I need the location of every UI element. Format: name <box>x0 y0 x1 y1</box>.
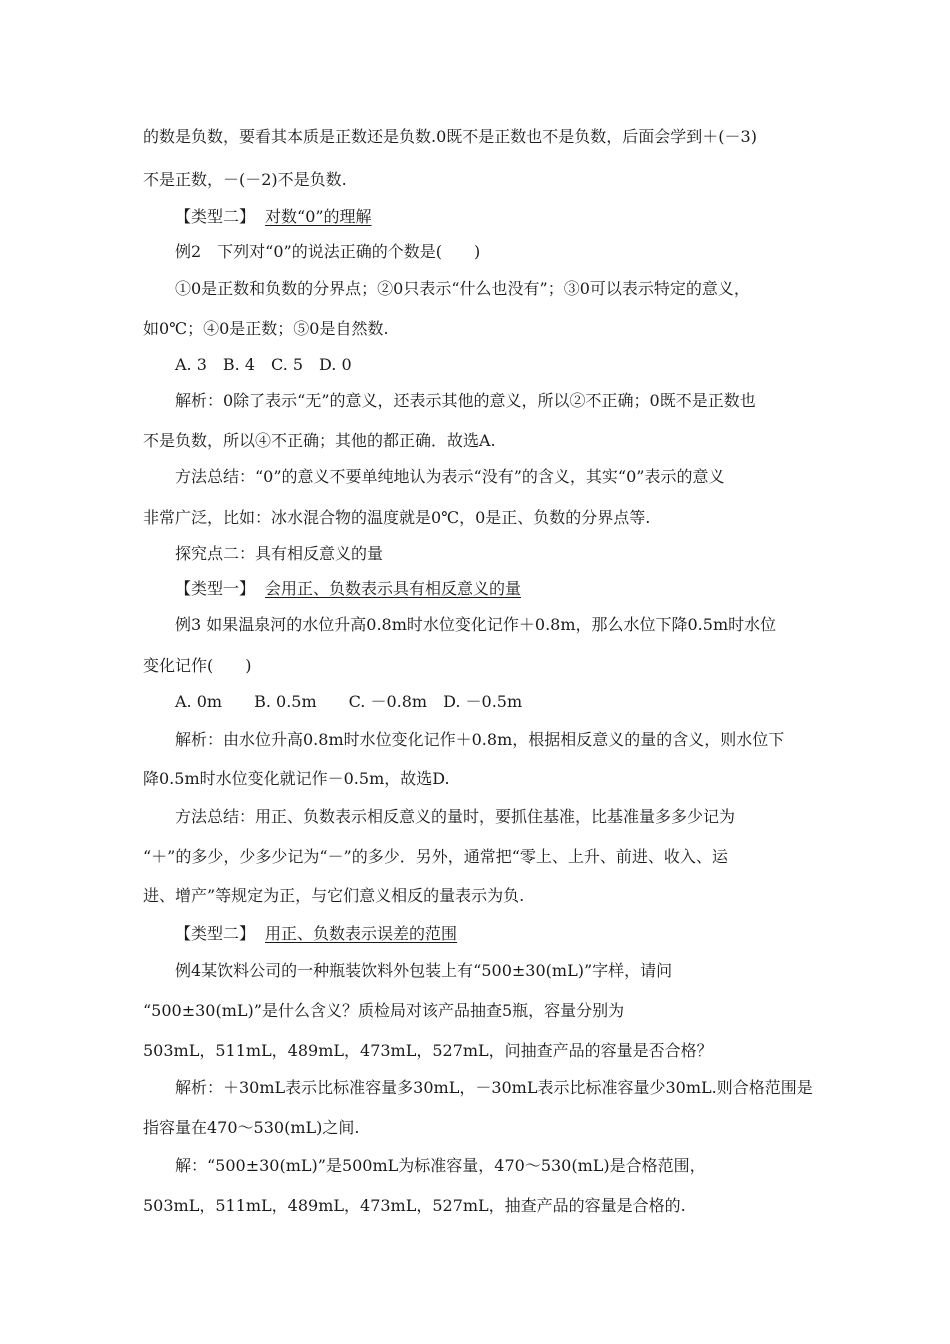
paragraph-line: “500±30(mL)”是什么含义？质检局对该产品抽查5瓶，容量分别为 <box>143 1001 625 1020</box>
type-tag: 【类型二】 <box>175 207 256 226</box>
heading-title: 会用正、负数表示具有相反意义的量 <box>265 579 522 598</box>
paragraph-line: 进、增产”等规定为正，与它们意义相反的量表示为负. <box>143 886 525 905</box>
paragraph-line: 解：“500±30(mL)”是500mL为标准容量，470～530(mL)是合格范围， <box>175 1156 706 1175</box>
paragraph-line: 不是负数，所以④不正确；其他的都正确．故选A. <box>143 431 496 450</box>
paragraph-line: 不是正数，－(－2)不是负数. <box>143 170 347 189</box>
paragraph-line: 指容量在470～530(mL)之间. <box>143 1118 360 1137</box>
paragraph-line: 降0.5m时水位变化就记作－0.5m，故选D. <box>143 769 450 788</box>
paragraph-line: “＋”的多少，少多少记为“－”的多少．另外，通常把“零上、上升、前进、收入、运 <box>143 847 728 866</box>
paragraph-line: 例3 如果温泉河的水位升高0.8m时水位变化记作＋0.8m，那么水位下降0.5m时水位 <box>175 615 777 634</box>
paragraph-line: 解析：＋30mL表示比标准容量多30mL，－30mL表示比标准容量少30mL.则合格范围是 <box>175 1078 813 1097</box>
paragraph-line: 非常广泛，比如：冰水混合物的温度就是0℃，0是正、负数的分界点等. <box>143 508 651 527</box>
type-tag: 【类型一】 <box>175 579 256 598</box>
paragraph-line: 503mL，511mL，489mL，473mL，527mL，问抽查产品的容量是否合格？ <box>143 1041 713 1060</box>
section-heading <box>0 923 950 945</box>
paragraph-line: 例2 下列对“0”的说法正确的个数是( ) <box>175 242 481 261</box>
paragraph-line: 变化记作( ) <box>143 656 252 675</box>
paragraph-line: 503mL，511mL，489mL，473mL，527mL，抽查产品的容量是合格的. <box>143 1196 686 1215</box>
paragraph-line: 方法总结：用正、负数表示相反意义的量时，要抓住基准，比基准量多多少记为 <box>175 807 736 826</box>
heading-title: 用正、负数表示误差的范围 <box>265 924 458 943</box>
paragraph-line: ①0是正数和负数的分界点；②0只表示“什么也没有”；③0可以表示特定的意义， <box>175 279 750 298</box>
paragraph-line: 的数是负数，要看其本质是正数还是负数.0既不是正数也不是负数，后面会学到＋(－3) <box>143 127 757 146</box>
options-line: A. 3 B. 4 C. 5 D. 0 <box>175 355 352 374</box>
section-title: 探究点二：具有相反意义的量 <box>175 544 384 563</box>
paragraph-line: 例4某饮料公司的一种瓶装饮料外包装上有“500±30(mL)”字样，请问 <box>175 961 673 980</box>
paragraph-line: 解析：由水位升高0.8m时水位变化记作＋0.8m，根据相反意义的量的含义，则水位下 <box>175 730 785 749</box>
type-tag: 【类型二】 <box>175 924 256 943</box>
paragraph-line: 解析：0除了表示“无”的意义，还表示其他的意义，所以②不正确；0既不是正数也 <box>175 391 756 410</box>
heading-title: 对数“0”的理解 <box>265 207 372 226</box>
paragraph-line: 如0℃；④0是正数；⑤0是自然数. <box>143 319 389 338</box>
section-heading <box>0 578 950 600</box>
paragraph-line: 方法总结：“0”的意义不要单纯地认为表示“没有”的含义，其实“0”表示的意义 <box>175 467 725 486</box>
options-line: A. 0m B. 0.5m C. －0.8m D. －0.5m <box>175 692 523 711</box>
section-heading <box>0 206 950 228</box>
